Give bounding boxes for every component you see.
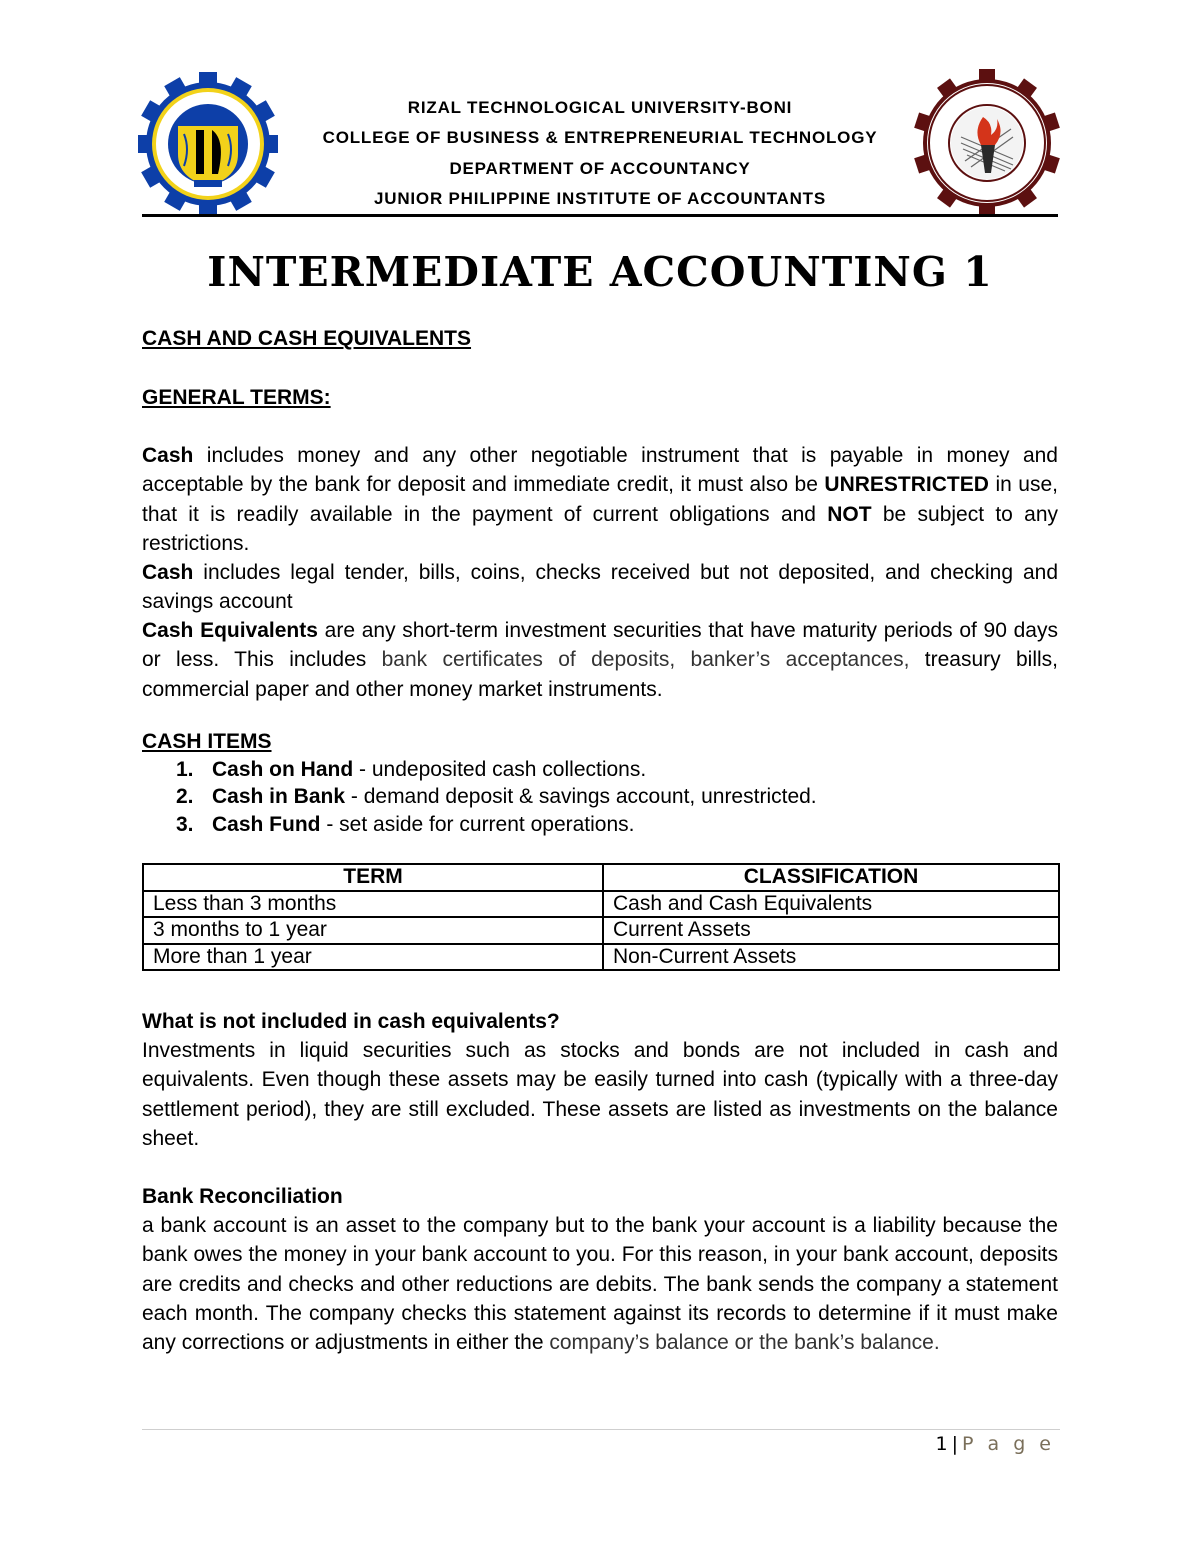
not-included-heading: What is not included in cash equivalents? bbox=[142, 1010, 560, 1033]
footer-divider bbox=[142, 1429, 1060, 1430]
table-cell: More than 1 year bbox=[143, 944, 603, 971]
page-number: 1 | P a g e bbox=[935, 1433, 1055, 1455]
list-item: 3. Cash Fund - set aside for current operations. bbox=[176, 812, 635, 836]
department-name: DEPARTMENT OF ACCOUNTANCY bbox=[449, 159, 751, 178]
list-item: 2. Cash in Bank - demand deposit & savings account, unrestricted. bbox=[176, 785, 817, 809]
table-cell: 3 months to 1 year bbox=[143, 917, 603, 944]
term-classification-table bbox=[142, 863, 1060, 971]
header-divider bbox=[142, 214, 1058, 217]
term-header: TERM bbox=[143, 864, 603, 891]
table-row bbox=[143, 891, 1059, 918]
not-included-paragraph: Investments in liquid securities such as stocks and bonds are not included in cash and equivalents. Even though these assets may be easily turned into cash (typically with a three-day settlement period), they are still excluded. These assets are listed as investments on the balance sheet. bbox=[142, 1039, 1058, 1150]
classification-header: CLASSIFICATION bbox=[603, 864, 1059, 891]
list-item: 1. Cash on Hand - undeposited cash collections. bbox=[176, 758, 647, 781]
cash-equivalents-paragraph: Cash Equivalents are any short-term investment securities that have maturity periods of 90 days or less. This includes bank certificates of deposits, banker’s acceptances, treasury bills, commercial paper and other money market instruments. bbox=[142, 619, 1058, 701]
document-title: INTERMEDIATE ACCOUNTING 1 bbox=[207, 248, 993, 296]
organization-name: JUNIOR PHILIPPINE INSTITUTE OF ACCOUNTANTS bbox=[373, 189, 826, 208]
table-row bbox=[143, 917, 1059, 944]
section-heading: CASH AND CASH EQUIVALENTS bbox=[142, 327, 472, 350]
cash-definition-paragraph: Cash includes money and any other negotiable instrument that is payable in money and acceptable by the bank for deposit and immediate credit, it must also be UNRESTRICTED in use, that it is readily available in the payment of current obligations and NOT be subject to any restrictions. bbox=[142, 444, 1059, 555]
table-cell: Non-Current Assets bbox=[603, 944, 1059, 971]
table-row bbox=[143, 944, 1059, 971]
cash-items-heading: CASH ITEMS bbox=[142, 730, 272, 753]
cash-items-list bbox=[176, 756, 817, 838]
general-terms-heading: GENERAL TERMS: bbox=[142, 386, 331, 409]
college-name: COLLEGE OF BUSINESS & ENTREPRENEURIAL TECHNOLOGY bbox=[322, 128, 878, 147]
table-cell: Current Assets bbox=[603, 917, 1059, 944]
cash-includes-paragraph: Cash includes legal tender, bills, coins, checks received but not deposited, and checking and savings account bbox=[142, 561, 1058, 614]
bank-reconciliation-paragraph: a bank account is an asset to the company but to the bank your account is a liability because the bank owes the money in your bank account to you. For this reason, in your bank account, deposits are credits and checks and other reductions are debits. The bank sends the company a statement each month. The company checks this statement against its records to determine if it must make any corrections or adjustments in either the company’s balance or the bank’s balance. bbox=[142, 1214, 1058, 1355]
bank-reconciliation-heading: Bank Reconciliation bbox=[142, 1185, 343, 1208]
table-header-row bbox=[143, 864, 1059, 891]
table-cell: Cash and Cash Equivalents bbox=[603, 891, 1059, 918]
university-name: RIZAL TECHNOLOGICAL UNIVERSITY-BONI bbox=[407, 98, 793, 117]
table-cell: Less than 3 months bbox=[143, 891, 603, 918]
